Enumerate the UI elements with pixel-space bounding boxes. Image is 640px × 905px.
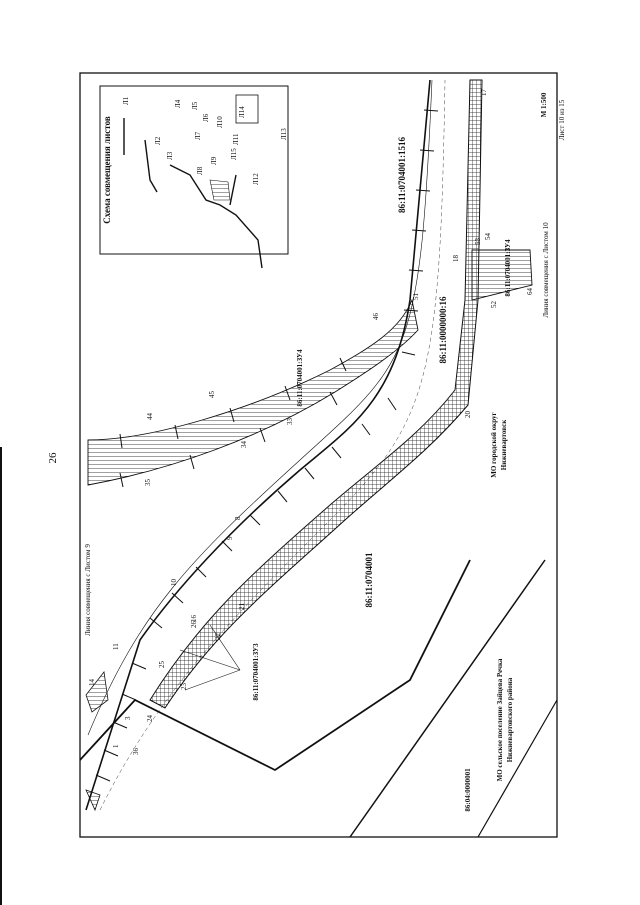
rural-municipality-line1: МО сельское поселение Зайцева Речка (496, 658, 504, 782)
municipal-boundary-3 (478, 700, 557, 837)
point-8: 8 (234, 516, 242, 520)
point-11: 11 (112, 643, 120, 650)
city-municipality-line1: МО городской округ (490, 412, 498, 478)
point-24: 24 (146, 715, 154, 722)
point-26: 26 (190, 621, 198, 628)
sheet-number-label: Лист 10 из 15 (558, 99, 566, 141)
point-14: 14 (88, 679, 96, 686)
point-33: 33 (286, 418, 294, 425)
inset-sheet-l15: Л15 (230, 148, 238, 160)
join-line-right: Линия совмещения с Листом 10 (542, 222, 550, 318)
point-16: 16 (190, 615, 198, 622)
inset-scheme (100, 86, 288, 268)
parcel-label-zu4-lower: 86:11:0704001:ЗУ4 (504, 239, 512, 297)
city-municipality-line2: Нижневартовск (500, 419, 508, 471)
parcel-label-zu3: 86:11:0704001:ЗУ3 (252, 643, 260, 701)
inset-sheet-l8: Л8 (196, 166, 204, 175)
point-52: 52 (490, 301, 498, 308)
page-number: 26 (47, 452, 59, 464)
point-34: 34 (240, 441, 248, 448)
point-1: 1 (112, 744, 120, 748)
scale-label: М 1:500 (540, 92, 548, 118)
parcel-zu4-lower-area (472, 250, 532, 300)
point-23: 23 (180, 683, 188, 690)
parcel-label-1516: 86:11:0704001:1516 (397, 137, 407, 213)
inset-sheet-l11: Л11 (232, 133, 240, 145)
rural-municipality-line2: Нижневартовского района (506, 677, 514, 763)
point-35: 35 (144, 479, 152, 486)
municipal-boundary-1 (80, 560, 470, 770)
parcel-label-04: 86:04:0000001 (464, 768, 472, 812)
inset-sheet-l4: Л4 (174, 99, 182, 108)
parcel-label-16: 86:11:0000000:16 (438, 296, 448, 364)
point-36: 36 (132, 748, 140, 755)
point-10: 10 (170, 579, 178, 586)
inset-sheet-l7: Л7 (194, 131, 202, 140)
point-3: 3 (124, 716, 132, 720)
margin-bar (0, 447, 2, 905)
point-20: 20 (464, 411, 472, 418)
inset-sheet-l5: Л5 (191, 101, 199, 110)
join-line-top: Линия совмещения с Листом 9 (84, 544, 92, 636)
municipal-boundary-2 (350, 560, 545, 837)
parcel-label-zu4-upper: 86:11:0704001:ЗУ4 (296, 349, 304, 407)
point-17: 17 (480, 89, 488, 96)
inset-sheet-l14: Л14 (238, 106, 246, 118)
inset-sheet-l1: Л1 (122, 96, 130, 105)
inset-sheet-l6: Л6 (202, 113, 210, 122)
quarter-label: 86:11:0704001 (364, 552, 374, 608)
point-54: 54 (484, 233, 492, 240)
point-64: 64 (526, 288, 534, 295)
inset-sheet-l13: Л13 (280, 128, 288, 140)
small-hatch-area (86, 672, 108, 712)
point-21: 21 (238, 603, 246, 610)
point-51: 51 (412, 293, 420, 300)
point-18: 18 (452, 255, 460, 262)
inset-sheet-l12: Л12 (252, 173, 260, 185)
inset-sheet-l10: Л10 (216, 116, 224, 128)
inset-sheet-l3: Л3 (166, 151, 174, 160)
inset-sheet-l2: Л2 (154, 136, 162, 145)
inset-title: Схема совмещения листов (102, 116, 112, 224)
corner-hatch-area (86, 790, 100, 810)
point-44: 44 (146, 413, 154, 420)
inset-sheet-l9: Л9 (210, 156, 218, 165)
parcel-zu4-upper-area (88, 300, 418, 485)
point-25: 25 (158, 661, 166, 668)
point-45: 45 (208, 391, 216, 398)
point-46: 46 (372, 313, 380, 320)
point-22: 22 (214, 633, 222, 640)
point-9: 9 (226, 536, 234, 540)
point-53: 53 (474, 238, 482, 245)
